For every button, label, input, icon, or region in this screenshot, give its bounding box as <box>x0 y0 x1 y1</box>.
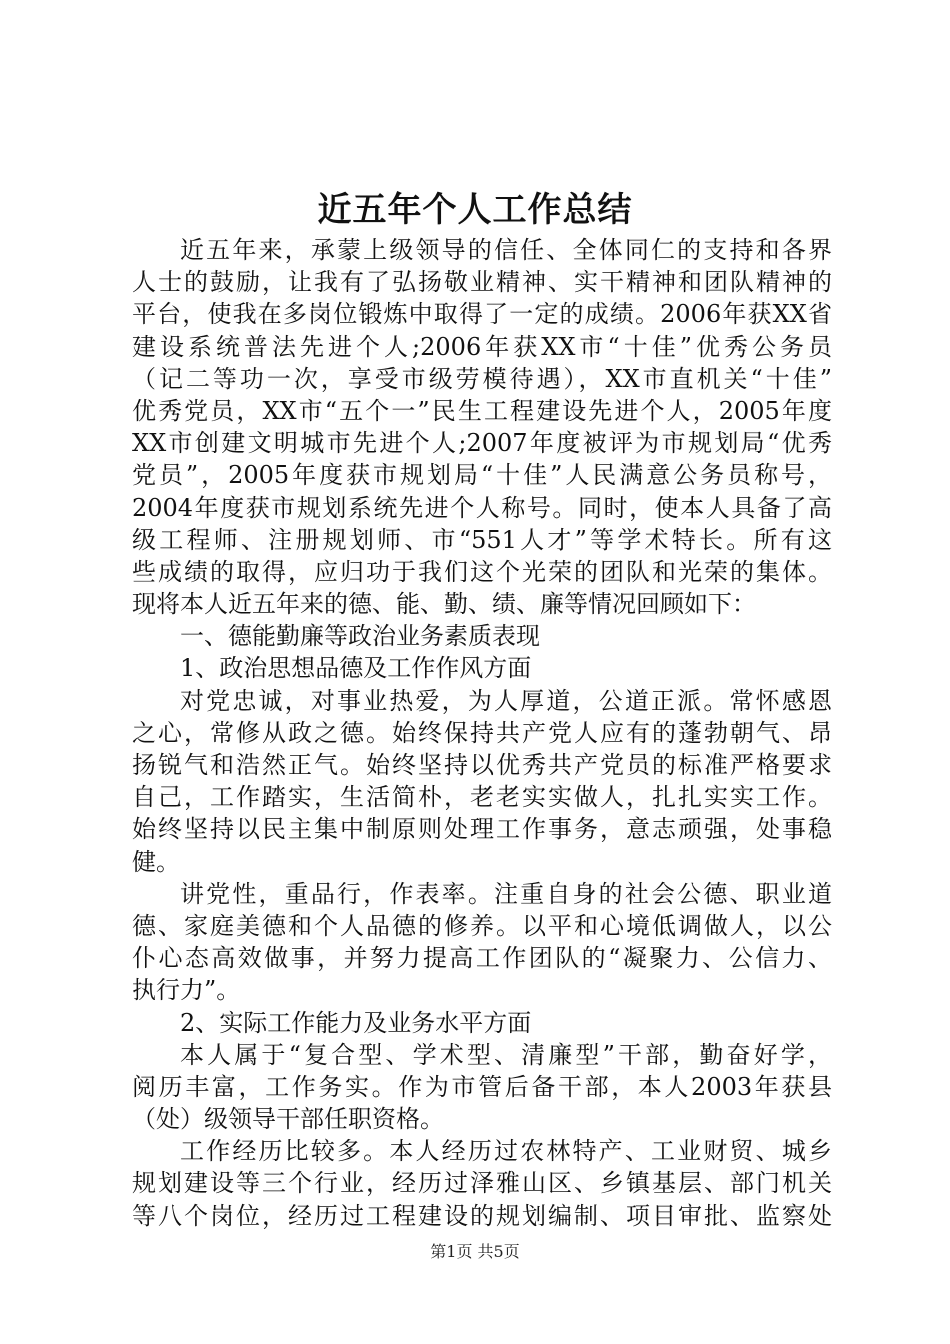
page-footer: 第1页 共5页 <box>430 1242 520 1261</box>
text-line: 健。 <box>132 847 180 876</box>
text-line: 些成绩的取得，应归功于我们这个光荣的团队和光荣的集体。 <box>132 557 832 586</box>
section-heading: 一、德能勤廉等政治业务素质表现 <box>180 622 540 651</box>
text-line: （记二等功一次，享受市级劳模待遇），XX市直机关“十佳” <box>132 364 832 393</box>
text-line: 德、家庭美德和个人品德的修养。以平和心境低调做人，以公 <box>132 911 832 940</box>
subsection-heading: 2、实际工作能力及业务水平方面 <box>180 1008 532 1037</box>
text-line: 工作经历比较多。本人经历过农林特产、工业财贸、城乡 <box>180 1137 832 1166</box>
text-line: 2004年度获市规划系统先进个人称号。同时，使本人具备了高 <box>132 493 832 522</box>
text-line: 始终坚持以民主集中制原则处理工作事务，意志顽强，处事稳 <box>132 815 832 844</box>
text-line: 扬锐气和浩然正气。始终坚持以优秀共产党员的标准严格要求 <box>132 751 832 779</box>
text-line: （处）级领导干部任职资格。 <box>132 1105 444 1134</box>
text-line: 人士的鼓励，让我有了弘扬敬业精神、实干精神和团队精神的 <box>132 268 832 297</box>
text-line: 规划建设等三个行业，经历过泽雅山区、乡镇基层、部门机关 <box>132 1169 832 1198</box>
text-line: 等八个岗位，经历过工程建设的规划编制、项目审批、监察处 <box>132 1201 832 1230</box>
document-body <box>132 234 832 1232</box>
text-line: 现将本人近五年来的德、能、勤、绩、廉等情况回顾如下： <box>132 590 756 619</box>
document-title: 近五年个人工作总结 <box>317 190 633 230</box>
text-line: 建设系统普法先进个人;2006年获XX市“十佳”优秀公务员 <box>132 332 832 361</box>
text-line: 仆心态高效做事，并努力提高工作团队的“凝聚力、公信力、 <box>132 944 832 973</box>
text-line: 阅历丰富，工作务实。作为市管后备干部，本人2003年获县 <box>132 1072 832 1101</box>
text-line: 党员”，2005年度获市规划局“十佳”人民满意公务员称号， <box>132 461 832 490</box>
text-line: 近五年来，承蒙上级领导的信任、全体同仁的支持和各界 <box>180 236 832 264</box>
text-line: 之心，常修从政之德。始终保持共产党人应有的蓬勃朝气、昂 <box>132 718 832 747</box>
text-line: 自己，工作踏实，生活简朴，老老实实做人，扎扎实实工作。 <box>132 783 832 812</box>
text-line: 优秀党员，XX市“五个一”民生工程建设先进个人，2005年度 <box>132 396 832 425</box>
text-line: 对党忠诚，对事业热爱，为人厚道，公道正派。常怀感恩 <box>180 686 832 715</box>
text-line: 讲党性，重品行，作表率。注重自身的社会公德、职业道 <box>180 879 832 908</box>
subsection-heading: 1、政治思想品德及工作作风方面 <box>180 654 532 683</box>
text-line: 平台，使我在多岗位锻炼中取得了一定的成绩。2006年获XX省 <box>132 300 832 329</box>
text-line: XX市创建文明城市先进个人;2007年度被评为市规划局“优秀 <box>132 429 832 458</box>
text-line: 级工程师、注册规划师、市“551人才”等学术特长。所有这 <box>132 525 832 554</box>
text-line: 本人属于“复合型、学术型、清廉型”干部，勤奋好学， <box>180 1040 832 1069</box>
text-line: 执行力”。 <box>132 976 241 1005</box>
